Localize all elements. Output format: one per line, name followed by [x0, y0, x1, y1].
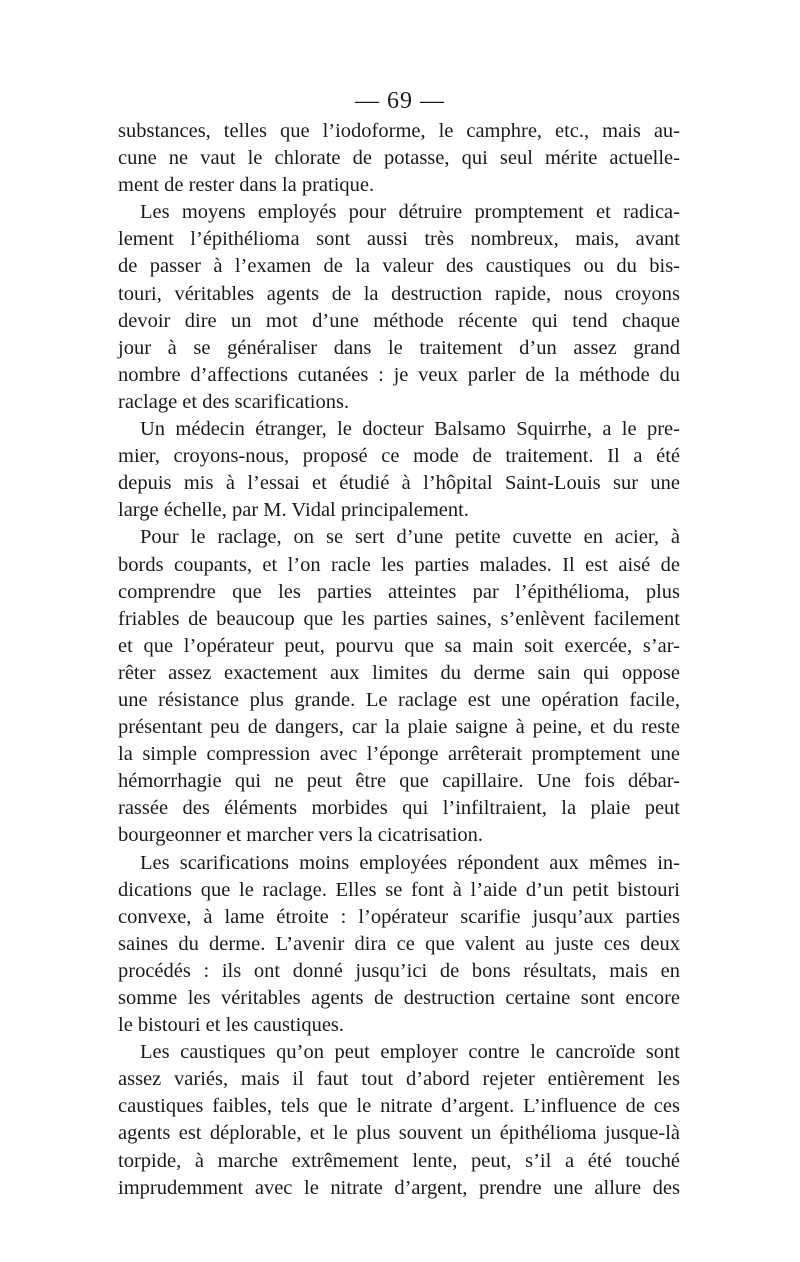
- text-line: bourgeonner et marcher vers la cicatrisation.: [118, 824, 484, 847]
- text-line: la simple compression avec l’éponge arrêterait promptement une: [118, 743, 680, 766]
- text-line: le bistouri et les caustiques.: [118, 1014, 345, 1037]
- text-line: saines du derme. L’avenir dira ce que valent au juste ces deux: [118, 932, 680, 955]
- text-line: Les scarifications moins employées répondent aux mêmes in-: [140, 851, 680, 874]
- text-line: bords coupants, et l’on racle les parties malades. Il est aisé de: [118, 553, 680, 576]
- text-line: mier, croyons-nous, proposé ce mode de traitement. Il a été: [118, 445, 680, 468]
- text-line: lement l’épithélioma sont aussi très nombreux, mais, avant: [118, 228, 680, 251]
- text-line: comprendre que les parties atteintes par l’épithélioma, plus: [118, 580, 680, 603]
- text-line: assez variés, mais il faut tout d’abord rejeter entièrement les: [118, 1068, 680, 1091]
- text-line: convexe, à lame étroite : l’opérateur scarifie jusqu’aux parties: [118, 905, 680, 928]
- text-line: touri, véritables agents de la destruction rapide, nous croyons: [118, 282, 680, 305]
- text-line: rêter assez exactement aux limites du derme sain qui oppose: [118, 661, 680, 684]
- text-line: somme les véritables agents de destruction certaine sont encore: [118, 987, 680, 1009]
- text-line: imprudemment avec le nitrate d’argent, prendre une allure des: [118, 1176, 680, 1199]
- text-line: et que l’opérateur peut, pourvu que sa main soit exercée, s’ar-: [118, 634, 680, 657]
- text-line: Les caustiques qu’on peut employer contre le cancroïde sont: [140, 1041, 680, 1064]
- text-line: jour à se généraliser dans le traitement d’un assez grand: [118, 336, 680, 359]
- page-number: — 69 —: [355, 88, 445, 114]
- text-line: nombre d’affections cutanées : je veux parler de la méthode du: [118, 363, 680, 386]
- text-line: Un médecin étranger, le docteur Balsamo Squirrhe, a le pre-: [140, 418, 680, 441]
- text-line: procédés : ils ont donné jusqu’ici de bons résultats, mais en: [118, 959, 680, 982]
- text-line: torpide, à marche extrêmement lente, peut, s’il a été touché: [118, 1149, 680, 1172]
- text-line: raclage et des scarifications.: [118, 390, 350, 413]
- text-line: substances, telles que l’iodoforme, le camphre, etc., mais au-: [118, 120, 680, 142]
- text-line: caustiques faibles, tels que le nitrate d’argent. L’influence de ces: [118, 1095, 680, 1118]
- text-line: agents est déplorable, et le plus souvent un épithélioma jusque-là: [118, 1122, 680, 1145]
- text-line: devoir dire un mot d’une méthode récente qui tend chaque: [118, 309, 680, 332]
- text-line: large échelle, par M. Vidal principalement.: [118, 499, 469, 522]
- text-line: présentant peu de dangers, car la plaie saigne à peine, et du reste: [118, 716, 680, 739]
- text-line: Pour le raclage, on se sert d’une petite cuvette en acier, à: [140, 526, 680, 549]
- text-line: une résistance plus grande. Le raclage est une opération facile,: [118, 688, 680, 711]
- text-line: ment de rester dans la pratique.: [118, 174, 375, 197]
- body-text: [118, 118, 680, 1202]
- text-line: de passer à l’examen de la valeur des caustiques ou du bis-: [118, 255, 680, 278]
- text-line: dications que le raclage. Elles se font à l’aide d’un petit bistouri: [118, 878, 680, 901]
- text-line: rassée des éléments morbides qui l’infiltraient, la plaie peut: [118, 797, 680, 820]
- text-line: friables de beaucoup que les parties saines, s’enlèvent facilement: [118, 607, 680, 630]
- text-line: Les moyens employés pour détruire promptement et radica-: [140, 201, 680, 224]
- text-line: cune ne vaut le chlorate de potasse, qui seul mérite actuelle-: [118, 147, 680, 170]
- text-line: depuis mis à l’essai et étudié à l’hôpital Saint-Louis sur une: [118, 472, 680, 495]
- text-line: hémorrhagie qui ne peut être que capillaire. Une fois débar-: [118, 770, 680, 793]
